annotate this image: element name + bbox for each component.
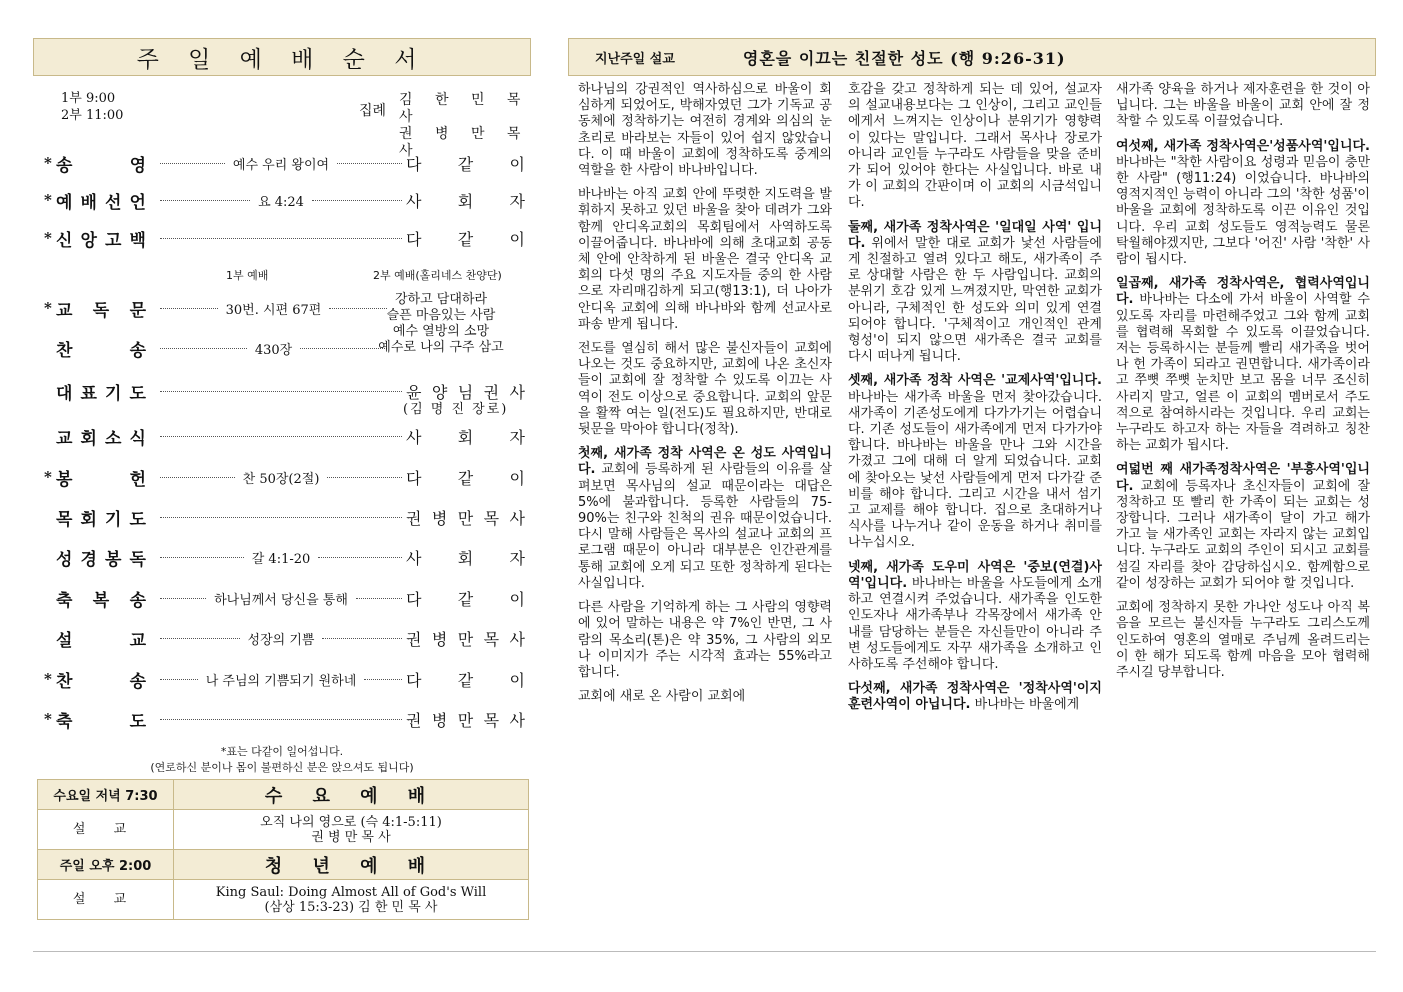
sermon-point-heading: 여덟번 째 새가족정착사역은 '부흥사역'입니다. xyxy=(1116,462,1370,494)
sermon-text: 교회에 등록자나 초신자들이 교회에 잘 정착하고 또 빨리 한 가족이 되는 교회는 성장합니다. 그러나 새가족이 달이 가고 해가 가고 늘 새가족인 교회는 자라지 않는 교회입니다. 누구라도 교회의 주인이 되시고 교회를 섬길 자리를 찾아 감당하십시오. 함께함으로 같이 성장하는 교회가 되어야 할 것입니다. xyxy=(1116,478,1370,591)
order-item-name: 대 표 기 도 xyxy=(56,383,146,404)
order-item-name: 설 교 xyxy=(56,630,146,651)
order-item-leader: 다 같 이 xyxy=(406,229,525,249)
sermon-text: 다른 사람을 기억하게 하는 그 사람의 영향력에 있어 말하는 내용은 약 7%인 반면, 그 사람의 목소리(톤)은 약 35%, 그 사람의 외모나 이미지가 주는 시각적 효과는 55%라고 합니다. xyxy=(578,600,832,680)
youth-preacher: (삼상 15:3-23) 김 한 민 목 사 xyxy=(264,899,438,915)
leader-dots xyxy=(318,557,402,558)
sermon-paragraph xyxy=(578,689,832,705)
stand-marker: * xyxy=(44,191,52,209)
worship-order-page xyxy=(33,38,531,950)
sermon-tag: 지난주일 설교 xyxy=(595,51,675,67)
hymn2-line: 슬픈 마음있는 사람 xyxy=(386,308,496,323)
seated-note: (연로하신 분이나 몸이 불편하신 분은 앉으셔도 됩니다) xyxy=(150,761,414,774)
leader-dots xyxy=(160,436,402,437)
leader-dots xyxy=(160,308,218,309)
stand-marker: * xyxy=(44,229,52,247)
leader-1: 김 한 민 목 사 xyxy=(399,92,530,125)
sermon-paragraph xyxy=(1116,600,1370,681)
sermon-title: 영혼을 이끄는 친절한 성도 (행 9:26-31) xyxy=(742,48,1066,68)
sermon-text: 교회에 정착하지 못한 가나안 성도나 아직 복음을 모르는 불신자들 누구라도 그리스도께 인도하여 영혼의 열매로 주님께 올려드리는 이 한 해가 되도록 함께 마음을 모아 협력해 주시길 당부합니다. xyxy=(1116,600,1370,680)
leader-dots xyxy=(160,200,250,201)
standing-note: *표는 다같이 일어섭니다. xyxy=(220,745,344,758)
leader-dots xyxy=(160,517,402,518)
youth-body-row xyxy=(38,880,529,920)
order-row xyxy=(33,150,531,176)
leader-dots xyxy=(160,598,206,599)
youth-time: 주일 오후 2:00 xyxy=(38,850,174,880)
sermon-text: 위에서 말한 대로 교회가 낯선 사람들에게 친절하고 열려 있다고 해도, 새가족이 주로 상대할 사람은 한 두 사람입니다. 교회의 분위기 호감 있게 느껴졌지만, 막연한 교회가 아니라, 구체적인 한 성도와 의미 있게 연결되어야 합니다. '구체적이고 개인적인 관계 형성'이 되지 않으면 새가족은 결국 교회를 다시 떠나게 됩니다. xyxy=(848,235,1102,365)
order-title: 주 일 예 배 순 서 xyxy=(33,38,531,76)
order-row xyxy=(33,585,531,611)
stand-marker: * xyxy=(44,154,52,172)
leader-dots xyxy=(160,679,198,680)
service-time-1: 1부 9:00 xyxy=(61,91,116,106)
sermon-point-heading: 첫째, 새가족 정착 사역은 온 성도 사역입니다. xyxy=(578,446,832,478)
sermon-text: 호감을 갖고 정착하게 되는 데 있어, 설교자의 설교내용보다는 그 인상이, 그리고 교인들에게서 느껴지는 인상이나 분위기가 영향력이 있다는 말입니다. 그래서 목사나 장로가 아니라 교인들 누구라도 사람들을 맞을 준비가 되어 있어야 한다는 사실입니다. 바로 내가 이 교회의 간판이며 이 교회의 시금석입니다. xyxy=(848,82,1102,211)
leader-dots xyxy=(160,238,402,239)
sermon-column-2 xyxy=(848,82,1102,722)
order-item-leader: 권 병 만 목 사 xyxy=(406,710,525,730)
leader-dots xyxy=(160,163,225,164)
order-item-name: 축 복 송 xyxy=(56,590,146,611)
sermon-point-heading: 일곱째, 새가족 정착사역은, 협력사역입니다. xyxy=(1116,276,1370,308)
youth-title: 청 년 예 배 xyxy=(174,850,529,880)
sermon-paragraph xyxy=(1116,462,1370,592)
sermon-paragraph xyxy=(578,187,832,333)
order-item-name: 신 앙 고 백 xyxy=(56,230,146,251)
sermon-text: 바나바는 바울을 사도들에게 소개하고 연결시켜 주었습니다. 새가족을 인도한 인도자나 새가족부나 각목장에서 새가족 안내를 담당하는 분들은 자신들만이 아니라 주변 성도들에게도 자꾸 새가족을 소개하고 인사하도록 주선해야 합니다. xyxy=(848,575,1102,672)
sermon-paragraph xyxy=(848,82,1102,212)
order-item-content xyxy=(156,391,406,392)
order-item-content xyxy=(156,670,406,689)
sermon-text: 바나바는 새가족 바울을 먼저 찾아갔습니다. 새가족이 기존성도에게 다가가기는 어렵습니다. 기존 성도들이 새가족에게 먼저 다가가야 합니다. 바나바는 바울을 만나 그와 시간을 가졌고 그에 대해 더 알게 되었습니다. 교회에 찾아오는 낯선 사람들에게 먼저 다가갈 준비를 해야 합니다. 그리고 시간을 내서 섬기고 교제를 해야 합니다. 집으로 초대하거나 식사를 나누거나 같이 운동을 하거나 취미를 나누십시오. xyxy=(848,389,1102,551)
part2-hymn-list xyxy=(361,292,521,356)
order-item-content xyxy=(156,191,406,210)
order-item-text: 성장의 기쁨 xyxy=(247,632,315,648)
order-item-text: 찬 50장(2절) xyxy=(242,471,320,487)
hymn2-line: 예수 열방의 소망 xyxy=(392,324,490,339)
order-row xyxy=(33,706,531,732)
order-item-leader: 윤 양 님 권 사 xyxy=(406,382,525,402)
order-item-name: 찬 송 xyxy=(56,340,146,361)
sermon-paragraph xyxy=(848,681,1102,713)
order-item-content xyxy=(156,339,391,358)
sermon-text: 바나바는 바울에게 xyxy=(970,697,1080,713)
order-item-name: 축 도 xyxy=(56,711,146,732)
sermon-paragraph xyxy=(1116,139,1370,269)
order-item-content xyxy=(156,468,406,487)
sermon-paragraph xyxy=(848,560,1102,673)
leader-dots xyxy=(356,598,402,599)
order-row xyxy=(33,666,531,692)
sermon-text: 교회에 등록하게 된 사람들의 이유를 살펴보면 목사님의 설교 때문이라는 대답은 5%에 불과합니다. 등록한 사람들의 75-90%는 친구와 친척의 권유 때문이었습니다. 다시 말해 사람들은 목사의 설교나 교회의 프로그램 때문이 아니라 대부분은 인간관계를 통해 교회에 오게 되고 또한 정착하게 된다는 사실입니다. xyxy=(578,462,832,591)
wednesday-label: 설 교 xyxy=(38,810,174,850)
sermon-column-3 xyxy=(1116,82,1370,689)
order-item-leader: 다 같 이 xyxy=(406,468,525,488)
order-item-name: 송 영 xyxy=(56,155,146,176)
lead-label: 집례 xyxy=(359,103,387,119)
youth-label: 설 교 xyxy=(38,880,174,920)
hymn2-line: 강하고 담대하라 xyxy=(394,292,488,307)
order-item-leader: 사 회 자 xyxy=(406,427,525,447)
sermon-point-heading: 다섯째, 새가족 정착사역은 '정착사역'이지 훈련사역이 아닙니다. xyxy=(848,681,1102,713)
order-item-content xyxy=(156,436,406,437)
bottom-rule xyxy=(33,951,1376,952)
leader-dots xyxy=(322,638,402,639)
wednesday-sermon xyxy=(174,810,529,850)
part2-header: 2부 예배(홀리네스 찬양단) xyxy=(373,269,502,282)
order-item-text: 예수 우리 왕이여 xyxy=(232,157,330,173)
leader-dots xyxy=(160,719,402,720)
order-item-content xyxy=(156,238,406,239)
order-item-text: 하나님께서 당신을 통해 xyxy=(214,592,348,608)
order-item-leader: 사 회 자 xyxy=(406,191,525,211)
prayer-alt-leader: (김 명 진 장로) xyxy=(403,402,509,417)
order-row xyxy=(33,625,531,651)
order-item-name: 봉 헌 xyxy=(56,469,146,490)
sermon-point-heading: 셋째, 새가족 정착 사역은 '교제사역'입니다. xyxy=(848,373,1102,389)
leader-dots xyxy=(160,477,235,478)
sermon-page xyxy=(568,38,1376,950)
leader-2: 권 병 만 목 사 xyxy=(399,126,530,159)
order-row xyxy=(33,544,531,570)
order-item-name: 찬 송 xyxy=(56,671,146,692)
sermon-columns xyxy=(578,82,1368,948)
order-item-content xyxy=(156,548,406,567)
wednesday-preacher: 권 병 만 목 사 xyxy=(311,829,391,845)
sermon-paragraph xyxy=(848,373,1102,551)
order-item-content xyxy=(156,589,406,608)
order-item-content xyxy=(156,154,406,173)
wednesday-time: 수요일 저녁 7:30 xyxy=(38,780,174,810)
service-time-2: 2부 11:00 xyxy=(61,108,124,123)
order-item-leader: 다 같 이 xyxy=(406,589,525,609)
stand-marker: * xyxy=(44,299,52,317)
order-item-name: 예 배 선 언 xyxy=(56,192,146,213)
order-item-content xyxy=(156,299,391,318)
youth-sermon-title: King Saul: Doing Almost All of God's Will xyxy=(215,884,487,900)
leader-dots xyxy=(160,348,247,349)
service-info xyxy=(33,76,531,159)
sermon-paragraph xyxy=(578,82,832,179)
sermon-text: 전도를 열심히 해서 많은 불신자들이 교회에 나오는 것도 중요하지만, 교회에 나온 초신자들이 교회에 잘 정착할 수 있도록 이끄는 사역이 전도 이상으로 중요합니다. 교회의 앞문을 활짝 여는 일(전도)도 필요하지만, 반대로 뒷문을 막아야 합니다(정착). xyxy=(578,341,832,438)
stand-marker: * xyxy=(44,710,52,728)
order-item-leader: 권 병 만 목 사 xyxy=(406,508,525,528)
sermon-header xyxy=(568,38,1376,76)
leader-dots xyxy=(364,679,402,680)
sermon-text: 바나바는 다소에 가서 바울이 사역할 수 있도록 자리를 마련해주었고 그와 함께 교회를 협력해 목회할 수 있도록 이끌었습니다. 저는 등록하시는 분들께 빨리 새가족을 벗어나 헌 가족이 되라고 권면합니다. 새가족이라고 쭈뼛 쭈뼛 눈치만 보고 몸을 너무 조신히 사리지 말고, 얼른 이 교회의 멤버로서 주도적으로 참여하시라는 것입니다. 우리 교회는 누구라도 하고자 하는 자들을 격려하고 칭찬하는 교회가 됩시다. xyxy=(1116,292,1370,454)
order-item-text: 갈 4:1-20 xyxy=(251,551,311,567)
order-item-content xyxy=(156,629,406,648)
order-row xyxy=(33,504,531,530)
order-item-name: 교 독 문 xyxy=(56,300,146,321)
leader-dots xyxy=(160,557,244,558)
order-row xyxy=(33,423,531,449)
sermon-text: 하나님의 강권적인 역사하심으로 바울이 회심하게 되었어도, 박해자였던 그가 기독교 공동체에 정착하기는 여전히 경계와 의심의 눈초리로 바라보는 자들이 있어 쉽지 않았습니다. 이 때 바울이 교회에 정착하도록 중계의 역할을 한 사람이 바나바입니다. xyxy=(578,82,832,179)
leader-dots xyxy=(160,391,402,392)
sermon-point-heading: 넷째, 새가족 도우미 사역은 '중보(연결)사역'입니다. xyxy=(848,559,1102,591)
order-item-name: 목 회 기 도 xyxy=(56,509,146,530)
order-item-name: 성 경 봉 독 xyxy=(56,549,146,570)
wednesday-header-row xyxy=(38,780,529,810)
order-item-text: 30번. 시편 67편 xyxy=(225,302,322,318)
order-item-text: 430장 xyxy=(254,342,293,358)
sermon-paragraph xyxy=(848,220,1102,366)
leader-dots xyxy=(312,200,402,201)
order-item-leader: 사 회 자 xyxy=(406,548,525,568)
sermon-paragraph xyxy=(1116,276,1370,454)
youth-sermon xyxy=(174,880,529,920)
sermon-paragraph xyxy=(578,341,832,438)
wednesday-body-row xyxy=(38,810,529,850)
order-item-leader: 다 같 이 xyxy=(406,154,525,174)
order-item-text: 나 주님의 기쁨되기 원하네 xyxy=(205,673,357,689)
stand-marker: * xyxy=(44,670,52,688)
wednesday-title: 수 요 예 배 xyxy=(174,780,529,810)
order-item-content xyxy=(156,517,406,518)
sermon-text: 바나바는 "착한 사람이요 성령과 믿음이 충만한 사람" (행11:24) 이었습니다. 바나바의 영적지적인 능력이 아니라 그의 '착한 성품'이 바울을 교회에 정착하도록 이끈 이유인 것입니다. 우리 교회 성도들도 영적능력도 물론 탁월해야겠지만, 그보다 '어진' 사람 '착한' 사람이 됩시다. xyxy=(1116,154,1370,268)
leader-dots xyxy=(160,638,240,639)
wednesday-sermon-title: 오직 나의 영으로 (슥 4:1-5:11) xyxy=(260,814,442,830)
part1-header: 1부 예배 xyxy=(226,269,269,282)
order-item-content xyxy=(156,719,406,720)
order-row xyxy=(33,225,531,251)
order-row xyxy=(33,187,531,213)
stand-marker: * xyxy=(44,468,52,486)
sermon-point-heading: 여섯째, 새가족 정착사역은'성품사역'입니다. xyxy=(1116,138,1370,154)
sermon-paragraph xyxy=(1116,82,1370,131)
order-item-name: 교 회 소 식 xyxy=(56,428,146,449)
hymn2-line: 예수로 나의 구주 삼고 xyxy=(378,340,504,355)
order-item-leader: 다 같 이 xyxy=(406,670,525,690)
order-item-text: 요 4:24 xyxy=(258,194,304,210)
leader-dots xyxy=(337,163,402,164)
leader-dots xyxy=(327,477,402,478)
sermon-text: 새가족 양육을 하거나 제자훈련을 한 것이 아닙니다. 그는 바울을 바울이 교회 안에 잘 정착할 수 있도록 이끌었습니다. xyxy=(1116,82,1370,130)
order-row xyxy=(33,464,531,490)
sermon-text: 바나바는 아직 교회 안에 뚜렷한 지도력을 발휘하지 못하고 있던 바울을 찾아 데려가 그와 함께 안디옥교회의 목회팀에서 사역하도록 이끌어줍니다. 바나바에 의해 초대교회 공동체 안에 안착하게 된 바울은 결국 안디옥 교회의 다섯 명의 주요 지도자들 중의 한 사람으로 자리매김하게 되고(행13:1), 더 나아가 안디옥 교회에 의해 바나바와 함께 선교사로 파송 받게 됩니다. xyxy=(578,187,832,332)
sermon-text: 교회에 새로 온 사람이 교회에 xyxy=(578,689,746,705)
sermon-paragraph xyxy=(578,446,832,592)
sermon-column-1 xyxy=(578,82,832,713)
other-services-table xyxy=(37,779,529,920)
sermon-paragraph xyxy=(578,600,832,681)
youth-header-row xyxy=(38,850,529,880)
sermon-point-heading: 둘째, 새가족 정착사역은 '일대일 사역' 입니다. xyxy=(848,219,1102,251)
service-times xyxy=(61,90,123,124)
order-item-leader: 권 병 만 목 사 xyxy=(406,629,525,649)
